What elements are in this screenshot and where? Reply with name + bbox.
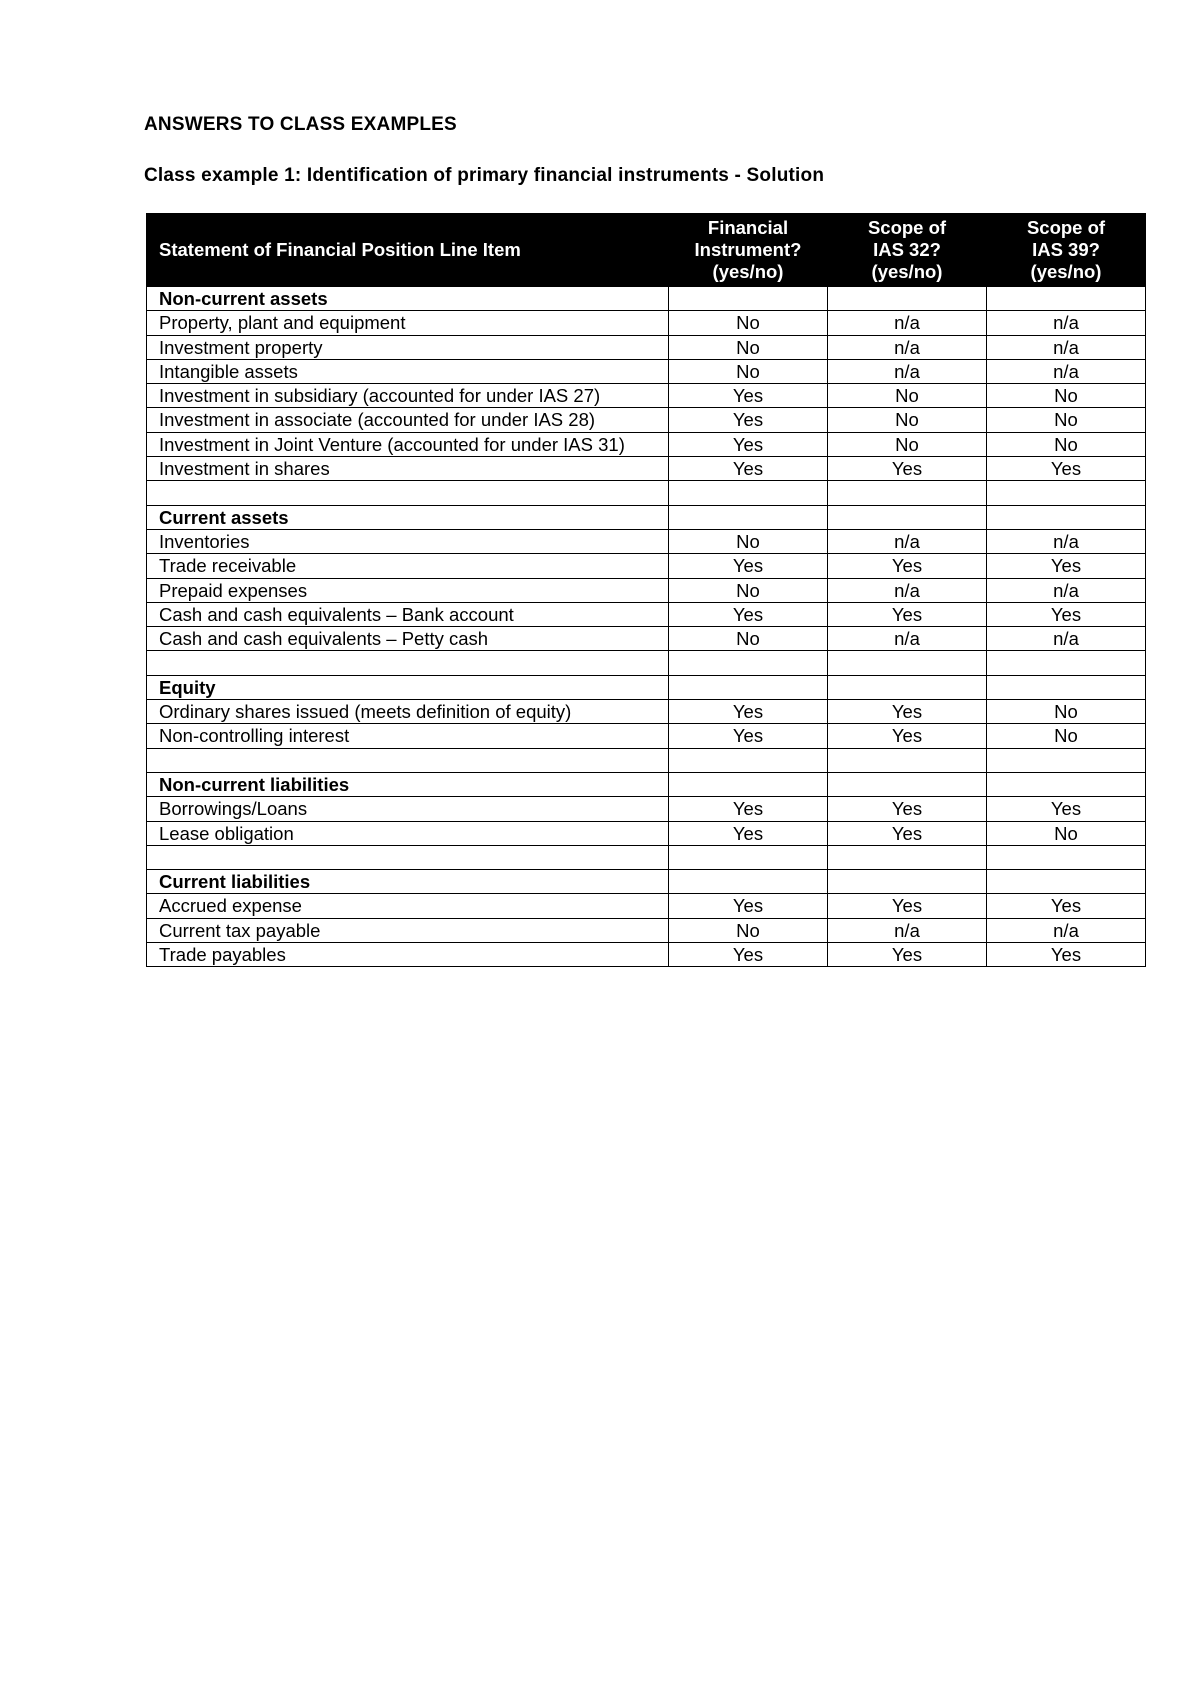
table-row [147,457,1146,481]
cell-financial-instrument: Yes [669,432,828,456]
cell-scope-ias32: No [828,384,987,408]
section-row [147,870,1146,894]
cell-scope-ias32: n/a [828,578,987,602]
cell-scope-ias39: n/a [987,529,1146,553]
table-row [147,797,1146,821]
cell-scope-ias39 [987,870,1146,894]
cell-scope-ias39: n/a [987,627,1146,651]
cell-scope-ias32: n/a [828,311,987,335]
cell-line-item: Trade receivable [147,554,669,578]
cell-scope-ias32: Yes [828,724,987,748]
cell-financial-instrument: Yes [669,457,828,481]
cell-scope-ias39 [987,651,1146,675]
cell-line-item: Equity [147,675,669,699]
table-header-row [147,214,1146,287]
cell-scope-ias39 [987,772,1146,796]
page-title: ANSWERS TO CLASS EXAMPLES [144,114,457,135]
cell-scope-ias32: n/a [828,335,987,359]
cell-scope-ias32 [828,870,987,894]
cell-financial-instrument: No [669,578,828,602]
table-row [147,602,1146,626]
header-scope-ias39 [987,214,1146,287]
cell-line-item: Cash and cash equivalents – Bank account [147,602,669,626]
header-ias39-line3: (yes/no) [1030,261,1102,282]
cell-scope-ias32 [828,845,987,869]
cell-scope-ias39: n/a [987,578,1146,602]
header-fi-line2: Instrument? [694,239,802,260]
cell-line-item [147,748,669,772]
cell-scope-ias39: Yes [987,554,1146,578]
cell-financial-instrument [669,870,828,894]
cell-financial-instrument [669,651,828,675]
cell-line-item: Investment in associate (accounted for under IAS 28) [147,408,669,432]
cell-financial-instrument: No [669,918,828,942]
table-row [147,821,1146,845]
cell-scope-ias32 [828,772,987,796]
table-row [147,627,1146,651]
cell-scope-ias39: No [987,432,1146,456]
cell-scope-ias32 [828,287,987,311]
cell-scope-ias32: Yes [828,457,987,481]
cell-scope-ias39: No [987,408,1146,432]
cell-scope-ias39: Yes [987,457,1146,481]
page-subtitle: Class example 1: Identification of primary financial instruments - Solution [144,165,825,186]
header-ias32-line1: Scope of [867,217,947,238]
cell-financial-instrument: Yes [669,724,828,748]
cell-scope-ias39: n/a [987,918,1146,942]
spacer-row [147,651,1146,675]
header-scope-ias32 [828,214,987,287]
cell-scope-ias39 [987,287,1146,311]
table-row [147,578,1146,602]
cell-financial-instrument: Yes [669,943,828,967]
header-ias32-line2: IAS 32? [873,239,941,260]
cell-line-item: Non-controlling interest [147,724,669,748]
cell-financial-instrument: Yes [669,894,828,918]
cell-scope-ias32: n/a [828,359,987,383]
cell-financial-instrument [669,505,828,529]
cell-scope-ias32 [828,748,987,772]
cell-financial-instrument: No [669,335,828,359]
section-row [147,287,1146,311]
cell-financial-instrument [669,845,828,869]
header-ias32-line3: (yes/no) [871,261,943,282]
spacer-row [147,481,1146,505]
cell-scope-ias39: n/a [987,311,1146,335]
cell-financial-instrument [669,481,828,505]
cell-line-item: Intangible assets [147,359,669,383]
cell-scope-ias39: n/a [987,359,1146,383]
cell-financial-instrument: Yes [669,384,828,408]
cell-scope-ias32: Yes [828,821,987,845]
cell-scope-ias32 [828,481,987,505]
table-row [147,724,1146,748]
cell-scope-ias32: Yes [828,943,987,967]
table-row [147,943,1146,967]
cell-line-item: Current liabilities [147,870,669,894]
cell-scope-ias32: n/a [828,627,987,651]
cell-scope-ias32: n/a [828,529,987,553]
table-row [147,335,1146,359]
cell-scope-ias32 [828,651,987,675]
cell-scope-ias39 [987,748,1146,772]
cell-scope-ias39: No [987,384,1146,408]
cell-scope-ias32: Yes [828,797,987,821]
cell-line-item: Investment in Joint Venture (accounted for under IAS 31) [147,432,669,456]
cell-financial-instrument: Yes [669,554,828,578]
table-body [147,287,1146,967]
financial-instruments-table [146,213,1146,967]
cell-scope-ias32: No [828,432,987,456]
table-row [147,529,1146,553]
cell-scope-ias39: Yes [987,602,1146,626]
cell-scope-ias39 [987,675,1146,699]
cell-scope-ias32 [828,505,987,529]
cell-scope-ias32: Yes [828,554,987,578]
cell-line-item: Cash and cash equivalents – Petty cash [147,627,669,651]
header-ias39-line2: IAS 39? [1032,239,1100,260]
cell-financial-instrument: No [669,359,828,383]
cell-line-item: Ordinary shares issued (meets definition of equity) [147,700,669,724]
cell-line-item: Borrowings/Loans [147,797,669,821]
cell-line-item: Investment in subsidiary (accounted for under IAS 27) [147,384,669,408]
cell-line-item: Inventories [147,529,669,553]
cell-scope-ias32: n/a [828,918,987,942]
cell-financial-instrument: Yes [669,408,828,432]
cell-line-item: Lease obligation [147,821,669,845]
table-row [147,894,1146,918]
cell-line-item [147,651,669,675]
cell-scope-ias39: No [987,700,1146,724]
cell-scope-ias39: Yes [987,943,1146,967]
cell-line-item: Property, plant and equipment [147,311,669,335]
cell-line-item: Trade payables [147,943,669,967]
cell-scope-ias32: Yes [828,602,987,626]
table-row [147,408,1146,432]
header-fi-line3: (yes/no) [712,261,784,282]
cell-financial-instrument: Yes [669,797,828,821]
cell-line-item: Current assets [147,505,669,529]
cell-line-item [147,481,669,505]
table-row [147,554,1146,578]
cell-scope-ias39: No [987,821,1146,845]
cell-scope-ias32 [828,675,987,699]
header-line-item: Statement of Financial Position Line Item [147,214,669,287]
cell-scope-ias32: No [828,408,987,432]
cell-line-item: Non-current liabilities [147,772,669,796]
section-row [147,505,1146,529]
header-ias39-line1: Scope of [1026,217,1106,238]
table-row [147,311,1146,335]
cell-line-item: Non-current assets [147,287,669,311]
table-row [147,432,1146,456]
cell-scope-ias32: Yes [828,894,987,918]
spacer-row [147,748,1146,772]
cell-financial-instrument: Yes [669,602,828,626]
table-row [147,700,1146,724]
section-row [147,772,1146,796]
cell-financial-instrument: No [669,627,828,651]
table-row [147,918,1146,942]
table-row [147,384,1146,408]
cell-scope-ias39: No [987,724,1146,748]
cell-scope-ias32: Yes [828,700,987,724]
spacer-row [147,845,1146,869]
cell-financial-instrument [669,675,828,699]
cell-line-item: Prepaid expenses [147,578,669,602]
cell-scope-ias39 [987,481,1146,505]
cell-line-item [147,845,669,869]
cell-line-item: Accrued expense [147,894,669,918]
header-financial-instrument [669,214,828,287]
cell-line-item: Current tax payable [147,918,669,942]
cell-financial-instrument [669,772,828,796]
cell-scope-ias39 [987,505,1146,529]
cell-line-item: Investment in shares [147,457,669,481]
table-row [147,359,1146,383]
cell-financial-instrument: No [669,529,828,553]
cell-scope-ias39 [987,845,1146,869]
cell-financial-instrument [669,287,828,311]
cell-line-item: Investment property [147,335,669,359]
cell-financial-instrument: Yes [669,821,828,845]
cell-financial-instrument [669,748,828,772]
cell-financial-instrument: No [669,311,828,335]
section-row [147,675,1146,699]
cell-financial-instrument: Yes [669,700,828,724]
cell-scope-ias39: Yes [987,894,1146,918]
header-fi-line1: Financial [707,217,789,238]
cell-scope-ias39: Yes [987,797,1146,821]
cell-scope-ias39: n/a [987,335,1146,359]
